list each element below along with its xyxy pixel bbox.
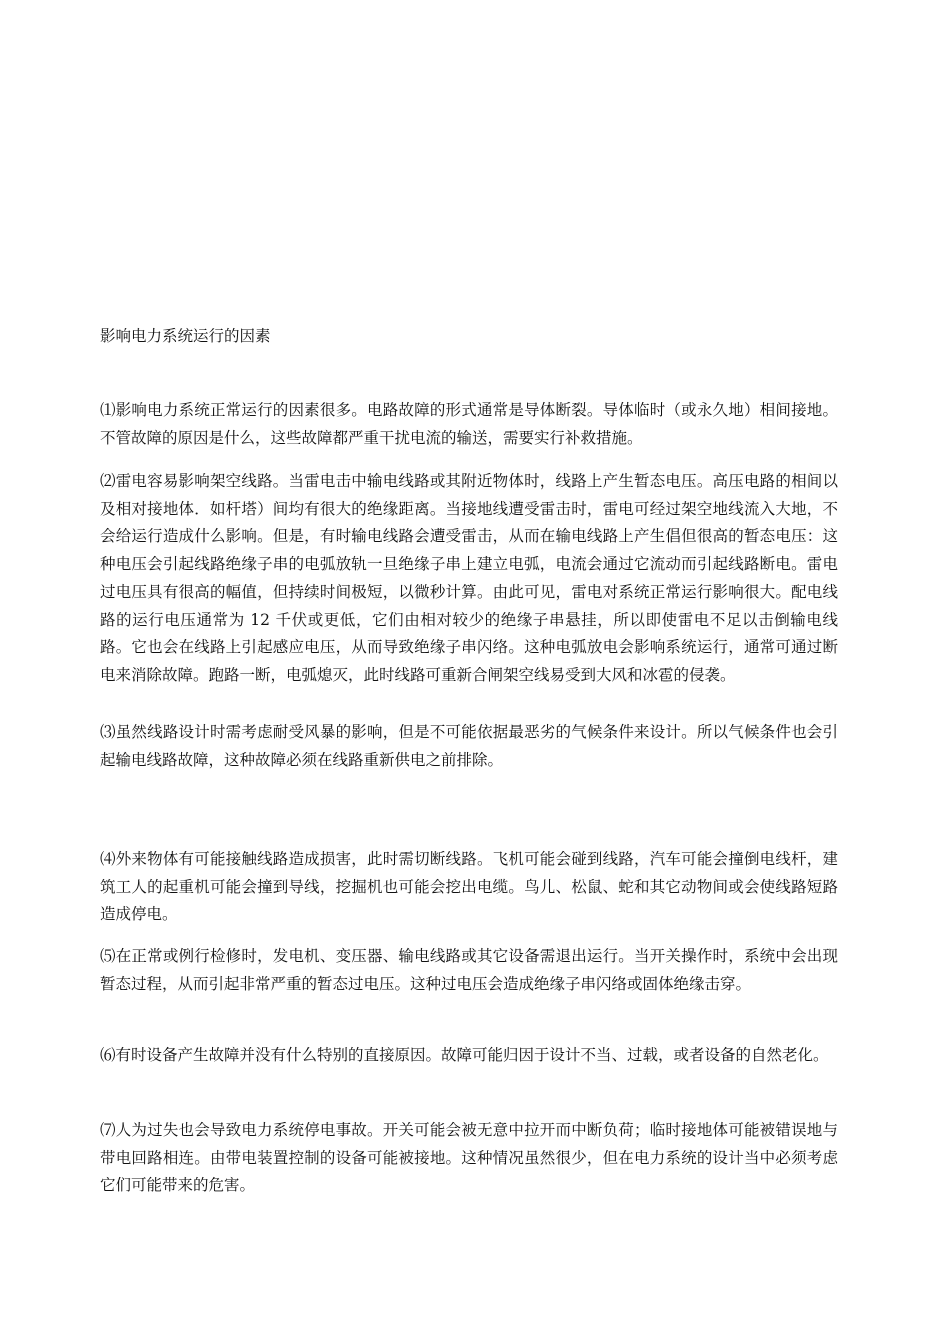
paragraph-7: ⑺人为过失也会导致电力系统停电事故。开关可能会被无意中拉开而中断负荷；临时接地体可能被错误地与带电回路相连。由带电装置控制的设备可能被接地。这种情况虽然很少，但在电力系统的设计当中必须考虑它们可能带来的危害。 bbox=[100, 1121, 838, 1195]
document-title: 影响电力系统运行的因素 bbox=[100, 327, 271, 345]
paragraph-1: ⑴影响电力系统正常运行的因素很多。电路故障的形式通常是导体断裂。导体临时（或永久地）相间接地。不管故障的原因是什么，这些故障都严重干扰电流的输送，需要实行补救措施。 bbox=[100, 401, 838, 447]
paragraph-6: ⑹有时设备产生故障并没有什么特别的直接原因。故障可能归因于设计不当、过载，或者设备的自然老化。 bbox=[100, 1046, 829, 1064]
paragraph-2: ⑵雷电容易影响架空线路。当雷电击中输电线路或其附近物体时，线路上产生暂态电压。高压电路的相间以及相对接地体．如杆塔）间均有很大的绝缘距离。当接地线遭受雷击时，雷电可经过架空地线流入大地，不会给运行造成什么影响。但是，有时输电线路会遭受雷击，从而在输电线路上产生倡但很高的暂态电压：这种电压会引起线路绝缘子串的电弧放轨一旦绝缘子串上建立电弧，电流会通过它流动而引起线路断电。雷电过电压具有很高的幅值，但持续时间极短，以微秒计算。由此可见，雷电对系统正常运行影响很大。配电线路的运行电压通常为 12 千伏或更低，它们由相对较少的绝缘子串悬挂，所以即使雷电不足以击倒输电线路。它也会在线路上引起感应电压，从而导致绝缘子串闪络。这种电弧放电会影响系统运行，通常可通过断电来消除故障。跑路一断，电弧熄灭，此时线路可重新合闸架空线易受到大风和冰雹的侵袭。 bbox=[100, 472, 838, 684]
paragraph-5: ⑸在正常或例行检修时，发电机、变压器、输电线路或其它设备需退出运行。当开关操作时，系统中会出现暂态过程，从而引起非常严重的暂态过电压。这种过电压会造成绝缘子串闪络或固体绝缘击穿。 bbox=[100, 947, 838, 993]
paragraph-4: ⑷外来物体有可能接触线路造成损害，此时需切断线路。飞机可能会碰到线路，汽车可能会撞倒电线杆，建筑工人的起重机可能会撞到导线，挖掘机也可能会挖出电缆。鸟儿、松鼠、蛇和其它动物间或会使线路短路造成停电。 bbox=[100, 850, 838, 924]
paragraph-3: ⑶虽然线路设计时需考虑耐受风暴的影响，但是不可能依据最恶劣的气候条件来设计。所以气候条件也会引起输电线路故障，这种故障必须在线路重新供电之前排除。 bbox=[100, 723, 838, 769]
